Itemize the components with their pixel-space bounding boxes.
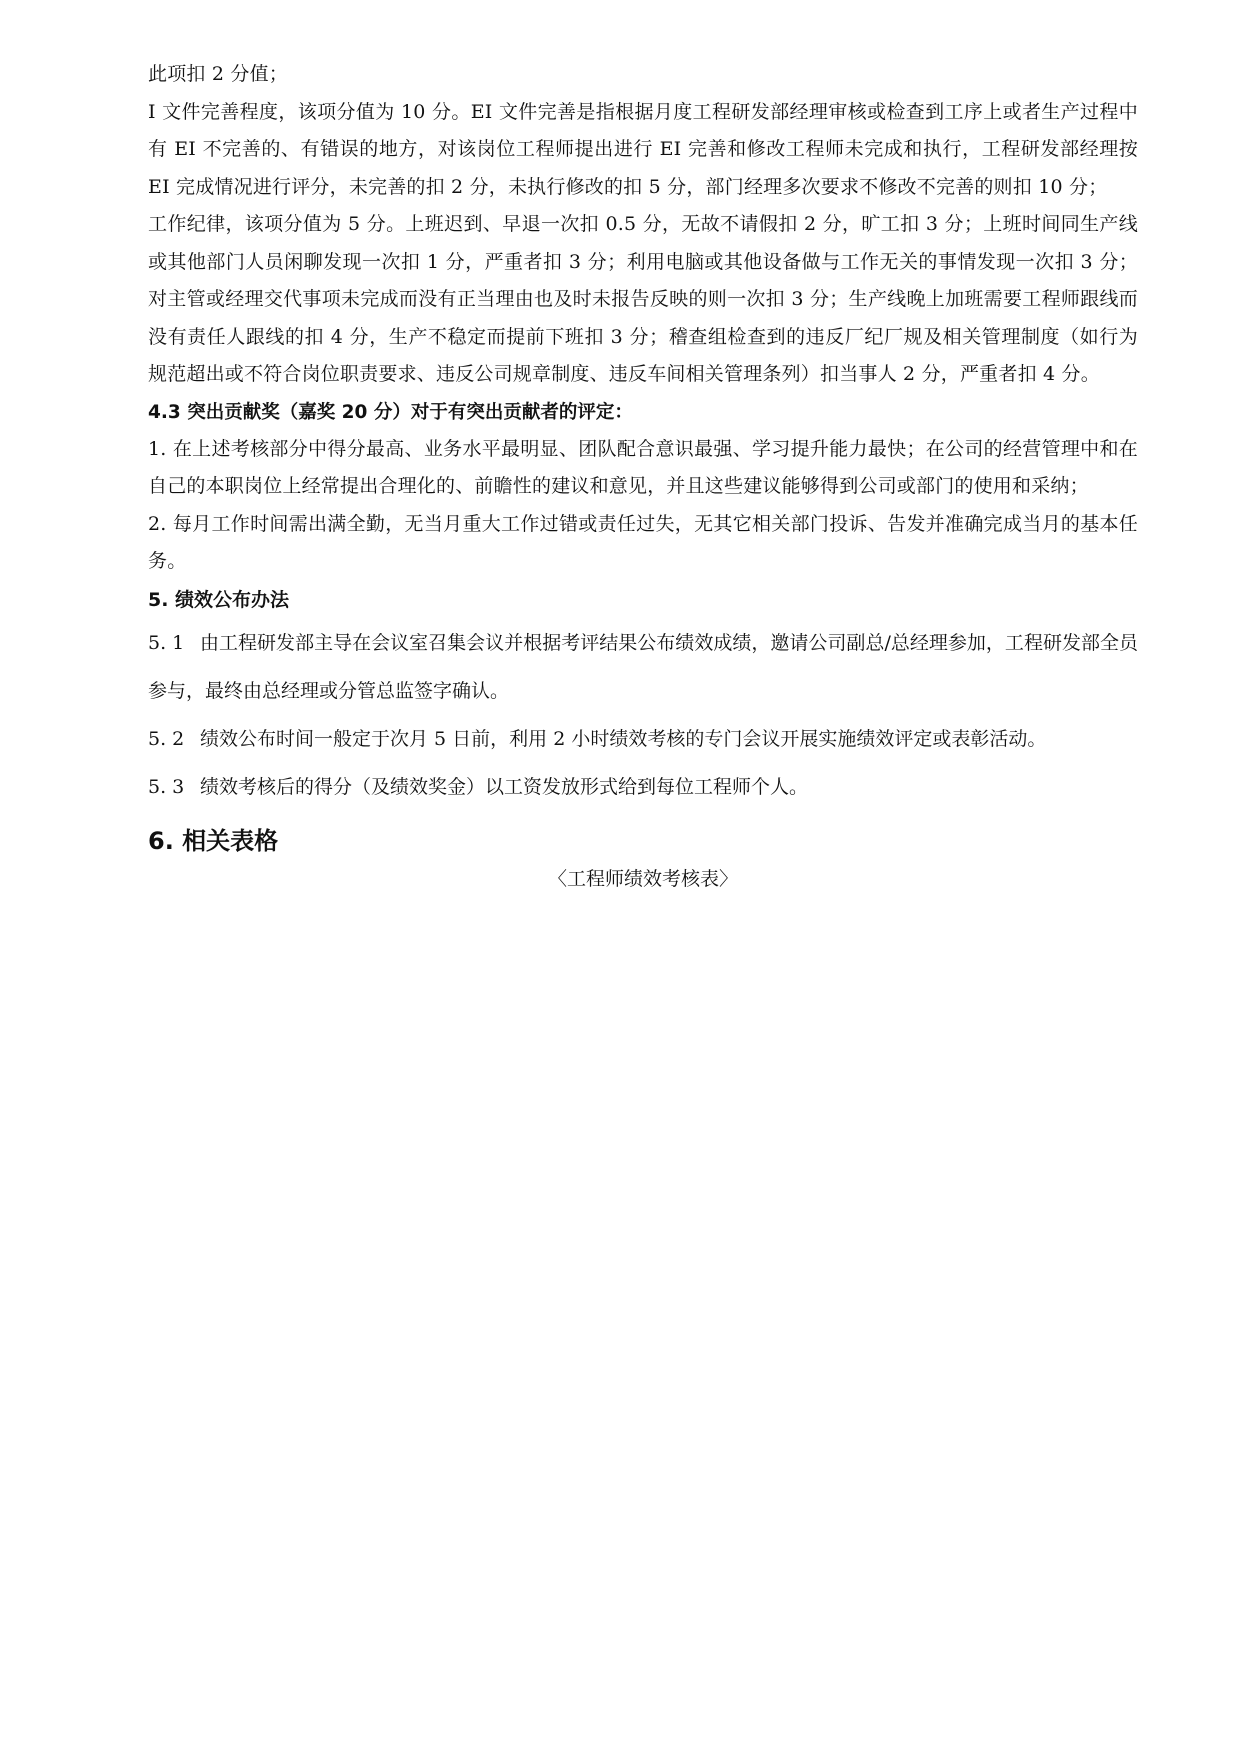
heading-5-publish-method: 5. 绩效公布办法 <box>148 588 290 611</box>
paragraph-deduction-end: 此项扣 2 分值； <box>148 63 288 85</box>
item-5-3-text: 绩效考核后的得分（及绩效奖金）以工资发放形式给到每位工程师个人。 <box>200 775 809 798</box>
item-5-1-text: 由工程研发部主导在会议室召集会议并根据考评结果公布绩效成绩，邀请公司副总/总经理参加，工程研发部全员参与，最终由总经理或分管总监签字确认。 <box>148 631 1138 702</box>
item-5-1 <box>148 619 1138 715</box>
paragraph-file-completeness: I 文件完善程度，该项分值为 10 分。EI 文件完善是指根据月度工程研发部经理审核或检查到工序上或者生产过程中有 EI 不完善的、有错误的地方，对该岗位工程师提出进行 EI 完善和修改工程师未完成和执行，工程研发部经理按 EI 完成情况进行评分，未完善的扣 2 分，未执行修改的扣 5 分，部门经理多次要求不修改不完善的则扣 10 分； <box>148 100 1138 198</box>
item-5-2 <box>148 715 1138 763</box>
heading-4-3-contribution-award: 4.3 突出贡献奖（嘉奖 20 分）对于有突出贡献者的评定： <box>148 401 633 423</box>
form-caption: 〈工程师绩效考核表〉 <box>547 867 738 890</box>
item-5-1-number: 5. 1 <box>148 631 185 654</box>
item-5-2-text: 绩效公布时间一般定于次月 5 日前，利用 2 小时绩效考核的专门会议开展实施绩效评定或表彰活动。 <box>200 727 1047 750</box>
paragraph-award-criterion-1: 1. 在上述考核部分中得分最高、业务水平最明显、团队配合意识最强、学习提升能力最快；在公司的经营管理中和在自己的本职岗位上经常提出合理化的、前瞻性的建议和意见，并且这些建议能够得到公司或部门的使用和采纳； <box>148 437 1138 497</box>
item-5-3-number: 5. 3 <box>148 775 185 798</box>
paragraph-award-criterion-2: 2. 每月工作时间需出满全勤，无当月重大工作过错或责任过失，无其它相关部门投诉、告发并准确完成当月的基本任务。 <box>148 512 1138 572</box>
paragraph-work-discipline: 工作纪律，该项分值为 5 分。上班迟到、早退一次扣 0.5 分，无故不请假扣 2 分，旷工扣 3 分；上班时间同生产线或其他部门人员闲聊发现一次扣 1 分，严重者扣 3 分；利用电脑或其他设备做与工作无关的事情发现一次扣 3 分；对主管或经理交代事项未完成而没有正当理由也及时未报告反映的则一次扣 3 分；生产线晚上加班需要工程师跟线而没有责任人跟线的扣 4 分，生产不稳定而提前下班扣 3 分；稽查组检查到的违反厂纪厂规及相关管理制度（如行为规范超出或不符合岗位职责要求、违反公司规章制度、违反车间相关管理条列）扣当事人 2 分，严重者扣 4 分。 <box>148 213 1138 385</box>
heading-6-related-forms: 6. 相关表格 <box>148 826 279 855</box>
item-5-3 <box>148 763 1138 811</box>
document-body <box>148 56 1138 897</box>
item-5-2-number: 5. 2 <box>148 727 185 750</box>
